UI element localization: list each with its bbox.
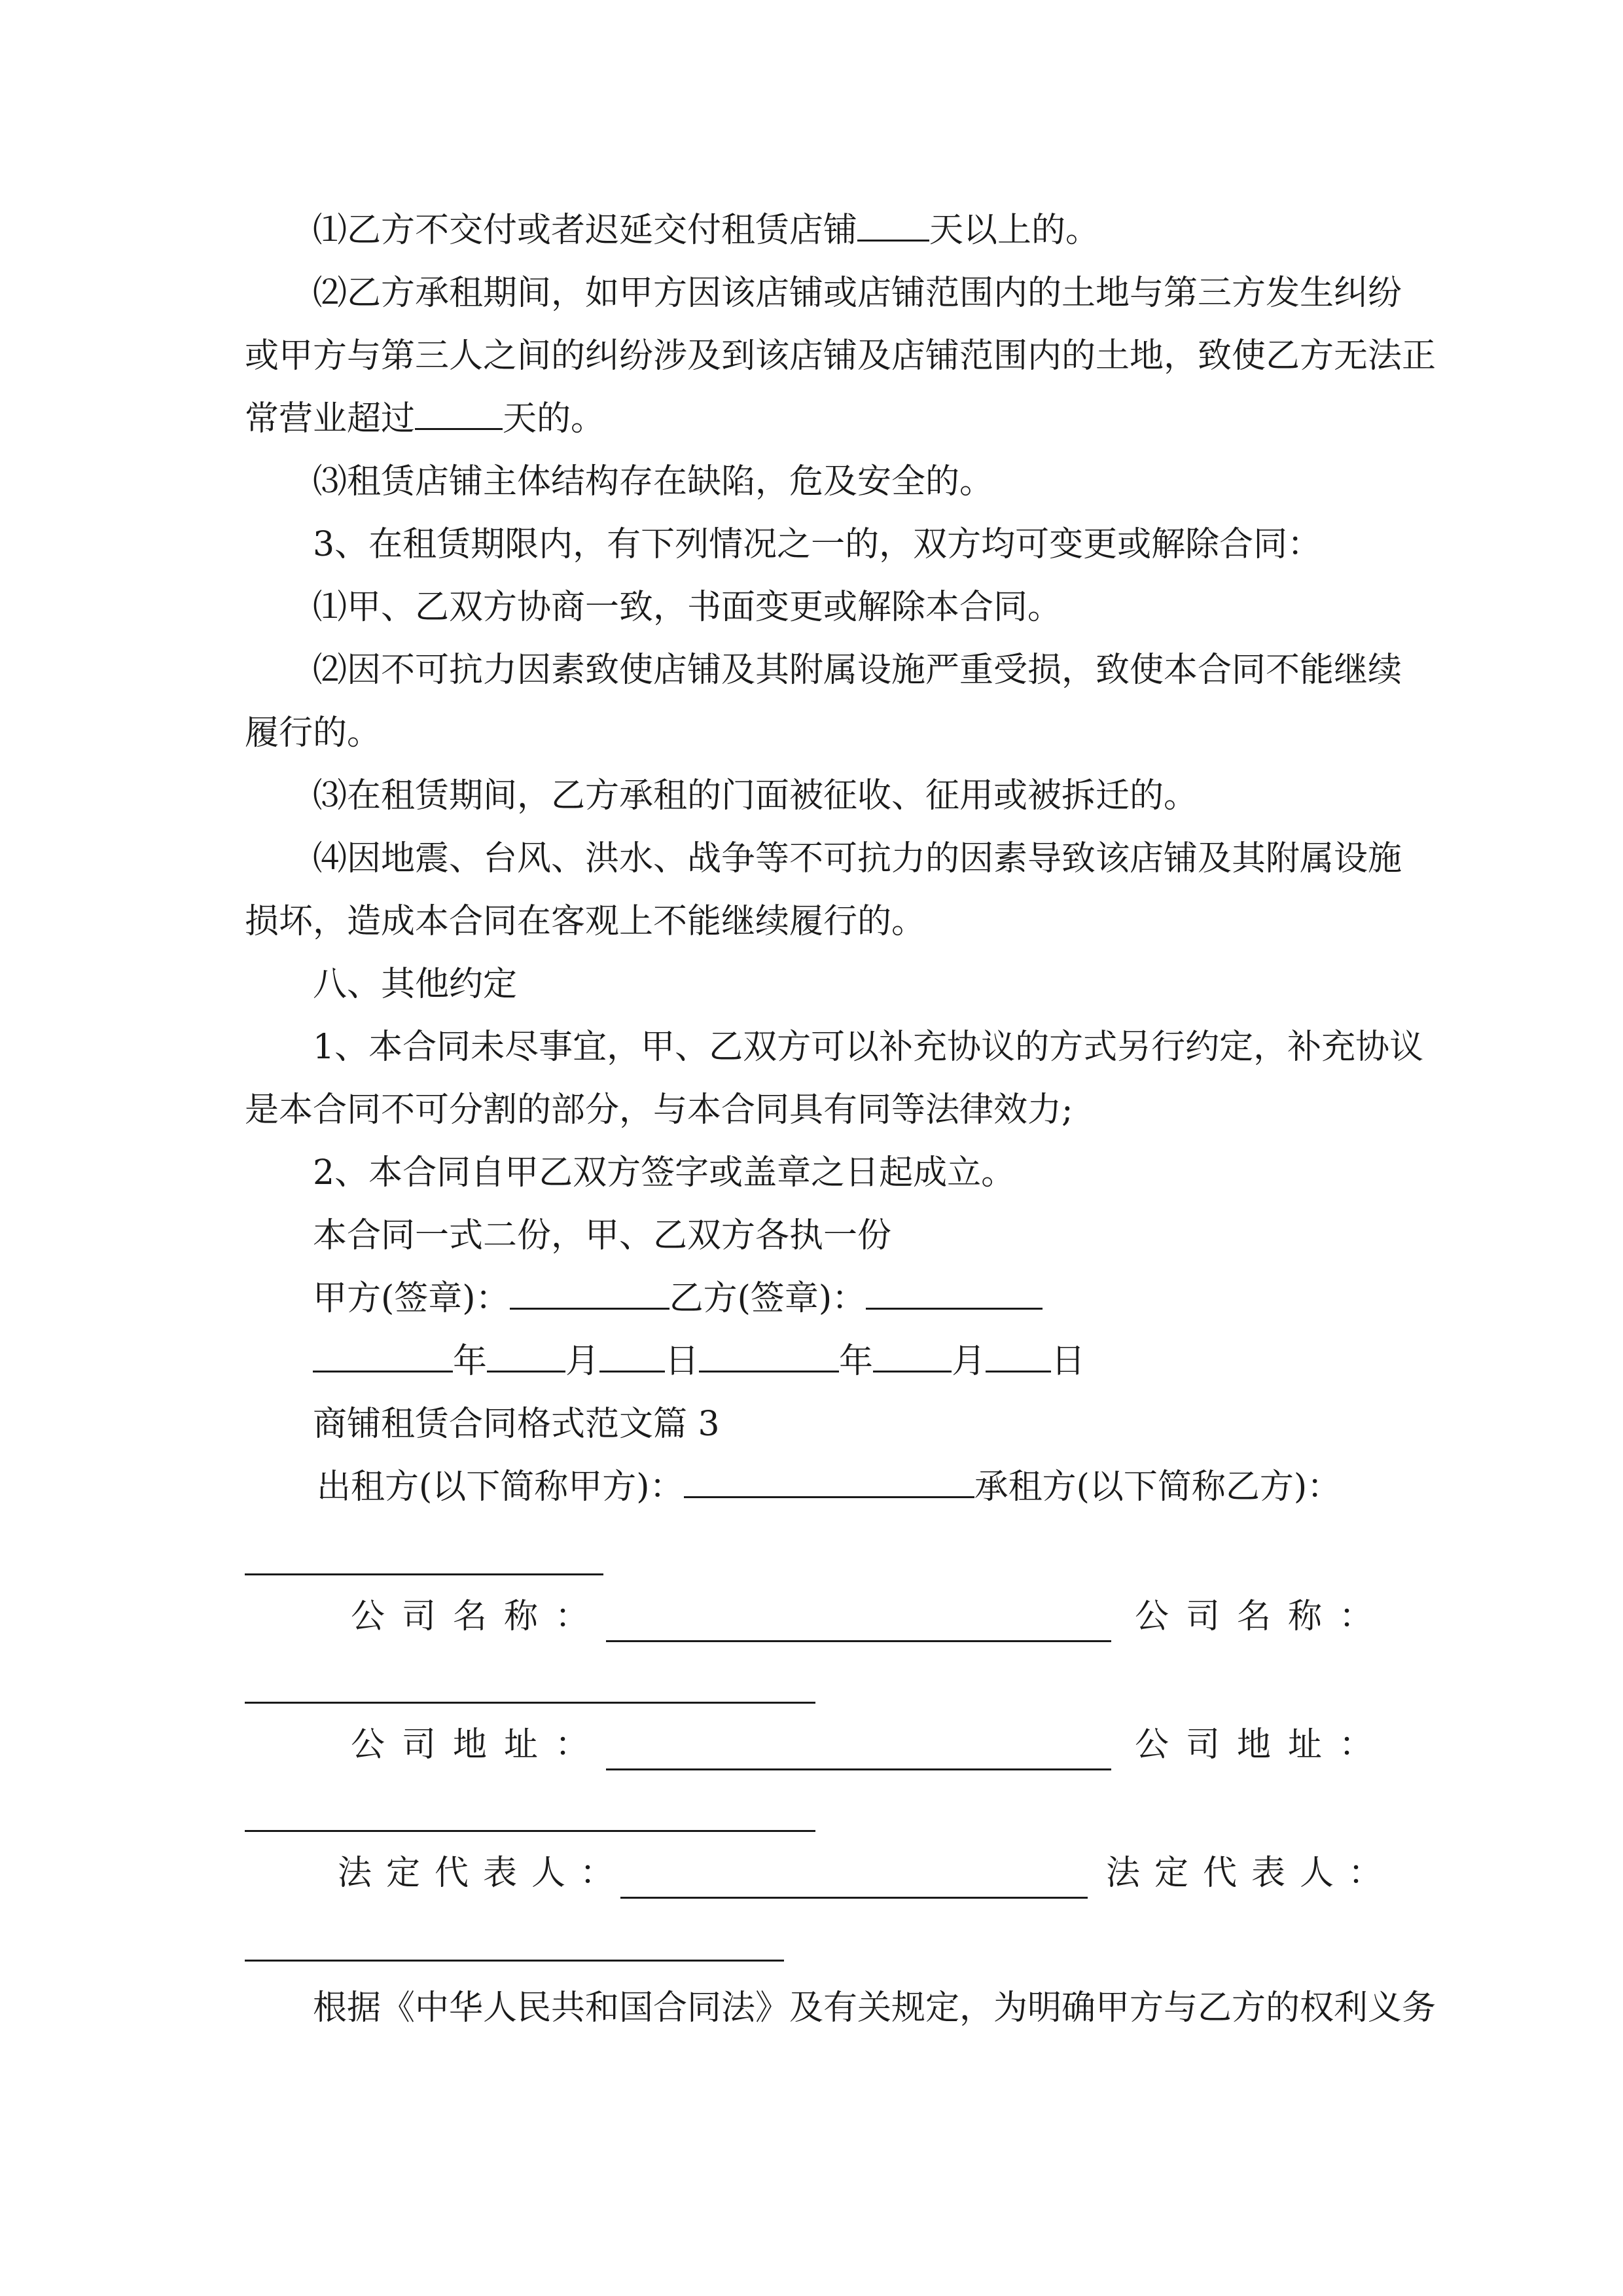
- lessor-label: 出租方(以下简称甲方)：: [317, 1467, 684, 1507]
- year-blank-b: [699, 1330, 839, 1372]
- clause-text: 或甲方与第三人之间的纠纷涉及到该店铺及店铺范围内的土地，致使乙方无法正: [245, 336, 1436, 376]
- clause-text: ⑴甲、乙双方协商一致，书面变更或解除本合同。: [313, 588, 1062, 627]
- company-name-blank-b: [245, 1702, 815, 1704]
- clause-7-3-item-4-line-1: [313, 827, 1402, 890]
- day-blank-a: [599, 1330, 665, 1372]
- clause-text: 本合同一式二份，甲、乙双方各执一份: [313, 1216, 892, 1255]
- company-name-line-b: [1135, 1585, 1390, 1648]
- section-title-3: [313, 1393, 720, 1456]
- day-blank-b: [986, 1330, 1051, 1372]
- clause-7-2-item-3: [313, 450, 993, 513]
- clause-text: ⑴乙方不交付或者迟延交付租赁店铺: [313, 211, 858, 250]
- party-a-signature-blank: [510, 1267, 669, 1310]
- clause-text: ⑶在租赁期间，乙方承租的门面被征收、征用或被拆迁的。: [313, 776, 1198, 816]
- clause-text: 2、本合同自甲乙双方签字或盖章之日起成立。: [313, 1153, 1016, 1193]
- clause-text: 损坏，造成本合同在客观上不能继续履行的。: [245, 902, 926, 941]
- signature-line: [313, 1267, 1043, 1330]
- legal-rep-blank-a: [620, 1897, 1088, 1899]
- clause-7-2-item-2-line-1: [313, 262, 1402, 325]
- legal-rep-label-b: 法定代表人：: [1106, 1854, 1397, 1893]
- clause-text: 1、本合同未尽事宜，甲、乙双方可以补充协议的方式另行约定，补充协议: [313, 1028, 1424, 1067]
- company-name-label-a: 公司名称：: [351, 1597, 607, 1636]
- clause-text: 3、在租赁期限内，有下列情况之一的，双方均可变更或解除合同：: [313, 525, 1322, 564]
- clause-text: 根据《中华人民共和国合同法》及有关规定，为明确甲方与乙方的权利义务: [313, 1988, 1436, 2028]
- month-label: 月: [952, 1342, 986, 1381]
- company-address-label-b: 公司地址：: [1135, 1725, 1391, 1765]
- company-address-blank-b: [245, 1830, 815, 1832]
- clause-text-tail: 天以上的。: [929, 211, 1100, 250]
- clause-7-2-item-2-line-3: [245, 387, 605, 450]
- clause-text-tail: 天的。: [503, 399, 605, 439]
- clause-7-3-item-2-line-1: [313, 639, 1402, 702]
- legal-rep-line: [338, 1842, 628, 1905]
- clause-text: ⑵乙方承租期间，如甲方因该店铺或店铺范围内的土地与第三方发生纠纷: [313, 274, 1402, 313]
- clause-7-2-item-1: [313, 199, 1099, 262]
- section-title: 商铺租赁合同格式范文篇 3: [313, 1405, 720, 1444]
- company-name-label-b: 公司名称：: [1135, 1597, 1391, 1636]
- company-address-label-a: 公司地址：: [351, 1725, 607, 1765]
- clause-text: 常营业超过: [245, 399, 416, 439]
- copies-statement: [313, 1204, 891, 1267]
- lessor-blank: [684, 1456, 974, 1498]
- clause-7-3-item-4-line-2: [245, 890, 925, 953]
- year-blank-a: [313, 1330, 453, 1372]
- day-label: 日: [1051, 1342, 1086, 1381]
- clause-7-3-heading: [313, 513, 1321, 576]
- clause-8-1-line-1: [313, 1016, 1423, 1079]
- company-address-line-b: [1135, 1713, 1390, 1776]
- clause-text: 是本合同不可分割的部分，与本合同具有同等法律效力;: [245, 1090, 1073, 1130]
- date-line: [313, 1330, 1085, 1393]
- company-address-line: [351, 1713, 606, 1776]
- company-name-line: [351, 1585, 606, 1648]
- clause-7-3-item-1: [313, 576, 1061, 639]
- blank-days: [415, 387, 503, 430]
- legal-rep-blank-b: [245, 1960, 784, 1962]
- day-label: 日: [665, 1342, 700, 1381]
- blank-days: [857, 199, 929, 242]
- lessee-blank-rule: [245, 1573, 603, 1575]
- section-heading: 八、其他约定: [313, 965, 518, 1004]
- year-label: 年: [453, 1342, 488, 1381]
- year-label: 年: [839, 1342, 874, 1381]
- month-blank-b: [873, 1330, 952, 1372]
- legal-rep-label-a: 法定代表人：: [338, 1854, 629, 1893]
- month-blank-a: [487, 1330, 565, 1372]
- party-a-signature-label: 甲方(签章)：: [313, 1279, 510, 1318]
- parties-line: [317, 1456, 1341, 1518]
- clause-text: ⑷因地震、台风、洪水、战争等不可抗力的因素导致该店铺及其附属设施: [313, 839, 1402, 878]
- clause-7-2-item-2-line-2: [245, 325, 1436, 387]
- party-b-signature-blank: [866, 1267, 1043, 1310]
- month-label: 月: [565, 1342, 600, 1381]
- clause-8-1-line-2: [245, 1079, 1073, 1141]
- clause-7-3-item-2-line-2: [245, 702, 381, 764]
- contract-basis-paragraph: [313, 1977, 1436, 2039]
- section-8-heading: [313, 953, 517, 1016]
- legal-rep-line-b: [1106, 1842, 1397, 1905]
- company-address-blank-a: [606, 1768, 1111, 1770]
- company-name-blank-a: [606, 1640, 1111, 1642]
- clause-text: ⑵因不可抗力因素致使店铺及其附属设施严重受损，致使本合同不能继续: [313, 651, 1402, 690]
- clause-text: ⑶租赁店铺主体结构存在缺陷，危及安全的。: [313, 462, 994, 501]
- clause-8-2: [313, 1141, 1015, 1204]
- clause-text: 履行的。: [245, 713, 382, 753]
- party-b-signature-label: 乙方(签章)：: [669, 1279, 866, 1318]
- clause-7-3-item-3: [313, 764, 1198, 827]
- lessee-label: 承租方(以下简称乙方)：: [974, 1467, 1342, 1507]
